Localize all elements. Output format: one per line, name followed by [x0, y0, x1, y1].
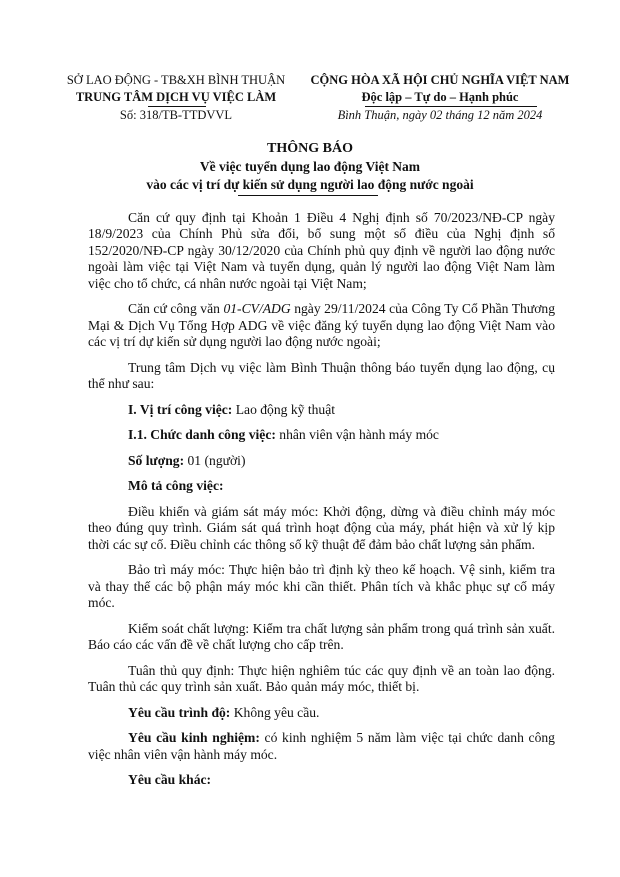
title-block [0, 140, 620, 194]
letter-reference: 01-CV/ADG [223, 301, 291, 317]
other-requirements-heading: Yêu cầu khác: [128, 772, 212, 788]
center-name: TRUNG TÂM DỊCH VỤ VIỆC LÀM [75, 90, 277, 104]
document-subtitle-1: Về việc tuyển dụng lao động Việt Nam [199, 159, 421, 174]
quantity-label: Số lượng: [128, 452, 185, 468]
paragraph-official-letter: Căn cứ công văn 01-CV/ADG ngày 29/11/2024 của Công Ty Cổ Phần Thương Mại & Dịch Vụ Tổng Hợp ADG về việc đăng ký tuyển dụng lao động Việt Nam vào các vị trí dự kiến sử dụng người lao động nước ngoài; [88, 301, 555, 350]
agency-name: SỞ LAO ĐỘNG - TB&XH BÌNH THUẬN [66, 73, 286, 87]
motto: Độc lập – Tự do – Hạnh phúc [361, 90, 519, 104]
quantity-line: Số lượng: 01 (người) [128, 452, 246, 468]
document-number: Số: 318/TB-TTDVVL [119, 108, 233, 122]
education-requirement: Yêu cầu trình độ: Không yêu cầu. [128, 704, 320, 720]
agency-header [60, 72, 292, 124]
motto-underline [365, 106, 537, 107]
nation-name: CỘNG HÒA XÃ HỘI CHỦ NGHĨA VIỆT NAM [310, 73, 570, 87]
duty-operate-machines: Điều khiển và giám sát máy móc: Khởi động, dừng và điều chỉnh máy móc theo đúng quy trình. Giám sát quá trình hoạt động của máy, phát hiện và xử lý kịp thời các sự cố. Điều chỉnh các thông số kỹ thuật để đảm bảo chất lượng sản phẩm. [88, 504, 555, 552]
section-job-title: I.1. Chức danh công việc: nhân viên vận hành máy móc [128, 427, 439, 443]
experience-requirement: Yêu cầu kinh nghiệm: có kinh nghiệm 5 năm làm việc tại chức danh công việc nhân viên vận hành máy móc. [88, 730, 555, 762]
national-header [300, 72, 580, 124]
requirement-label: Yêu cầu trình độ: [128, 704, 231, 720]
document-body [88, 210, 555, 798]
duty-compliance: Tuân thủ quy định: Thực hiện nghiêm túc các quy định về an toàn lao động. Tuân thủ các quy trình sản xuất. Bảo quản máy móc, thiết bị. [88, 662, 555, 695]
duty-quality-control: Kiểm soát chất lượng: Kiểm tra chất lượng sản phẩm trong quá trình sản xuất. Báo cáo các vấn đề về chất lượng cho cấp trên. [88, 620, 555, 653]
agency-underline [148, 106, 206, 107]
duty-maintenance: Bảo trì máy móc: Thực hiện bảo trì định kỳ theo kế hoạch. Vệ sinh, kiểm tra và thay thế các bộ phận máy móc khi cần thiết. Phân tích và khắc phục sự cố máy móc. [88, 562, 555, 611]
document-title: THÔNG BÁO [267, 141, 353, 156]
section-job-position: I. Vị trí công việc: Lao động kỹ thuật [128, 401, 336, 417]
section-label: I. Vị trí công việc: [128, 401, 233, 417]
place-date: Bình Thuận, ngày 02 tháng 12 năm 2024 [337, 108, 543, 122]
paragraph-legal-basis: Căn cứ quy định tại Khoản 1 Điều 4 Nghị định số 70/2023/NĐ-CP ngày 18/9/2023 của Chính Phủ sửa đổi, bổ sung một số điều của Nghị định số 152/2020/NĐ-CP ngày 30/12/2020 của Chính phủ quy định về người lao động nước ngoài làm việc tại Việt Nam và tuyển dụng, quản lý người lao động Việt Nam làm việc cho tổ chức, cá nhân nước ngoài tại Việt Nam; [88, 210, 555, 291]
paragraph-announcement: Trung tâm Dịch vụ việc làm Bình Thuận thông báo tuyển dụng lao động, cụ thể như sau: [88, 359, 555, 392]
title-underline [238, 195, 378, 196]
job-description-heading: Mô tả công việc: [128, 478, 224, 494]
requirement-label: Yêu cầu kinh nghiệm: [128, 730, 260, 746]
document-subtitle-2: vào các vị trí dự kiến sử dụng người lao động nước ngoài [146, 177, 474, 192]
section-label: I.1. Chức danh công việc: [128, 427, 276, 443]
